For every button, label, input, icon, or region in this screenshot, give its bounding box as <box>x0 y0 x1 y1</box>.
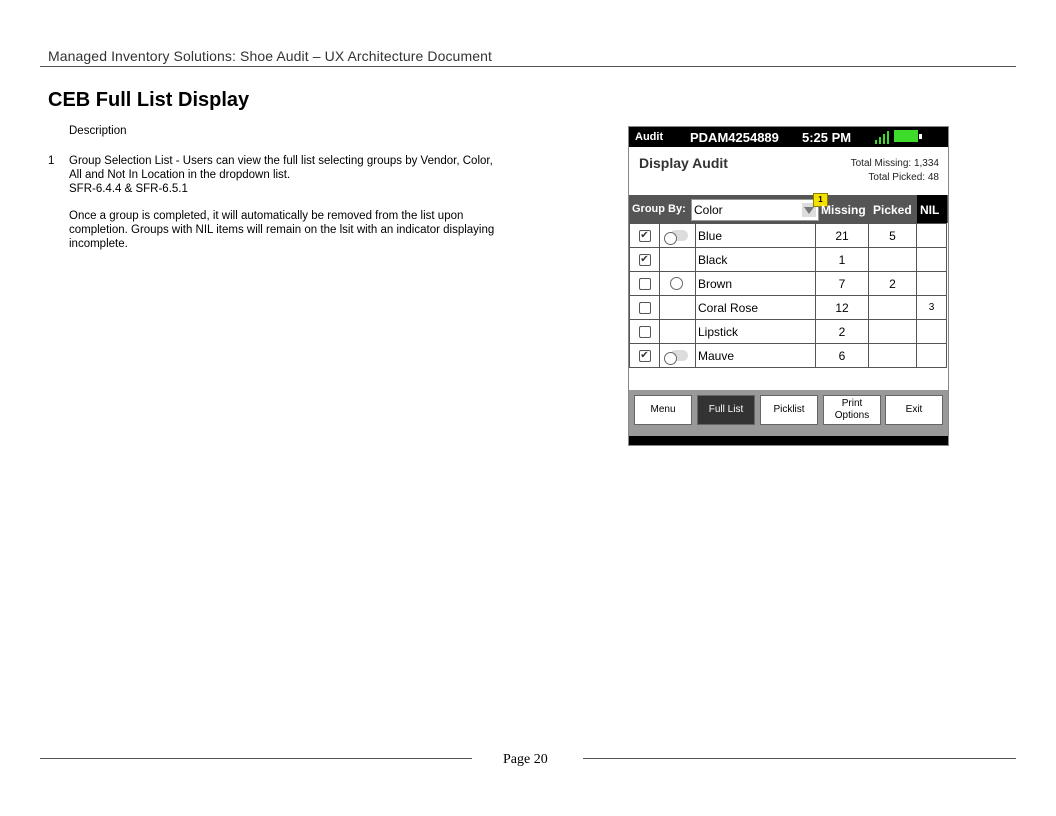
note-number: 1 <box>48 155 55 167</box>
table-row[interactable] <box>630 296 947 320</box>
row-nil-count: 3 <box>917 296 947 320</box>
row-checkbox[interactable]: ✔ <box>640 350 649 362</box>
row-missing-count: 6 <box>816 344 869 368</box>
row-nil-count <box>917 272 947 296</box>
header-rule <box>40 66 1016 67</box>
exit-button[interactable]: Exit <box>885 395 943 425</box>
group-by-bar <box>629 195 948 223</box>
row-indicator-cell <box>660 296 696 320</box>
note-paragraph <box>69 209 494 251</box>
row-group-name: Coral Rose <box>696 296 816 320</box>
row-checkbox-cell <box>630 296 660 320</box>
screen-title: Display Audit <box>639 155 728 171</box>
status-app-name: Audit <box>635 131 664 143</box>
bottom-button-bar <box>629 390 948 436</box>
row-checkbox-cell <box>630 320 660 344</box>
footer-rule-left <box>40 758 472 759</box>
description-heading: Description <box>69 125 127 137</box>
table-row[interactable] <box>630 224 947 248</box>
picklist-button[interactable]: Picklist <box>760 395 818 425</box>
table-row[interactable] <box>630 344 947 368</box>
device-bottom-strip <box>629 436 948 446</box>
table-row[interactable] <box>630 272 947 296</box>
row-picked-count: 2 <box>869 272 917 296</box>
row-missing-count: 12 <box>816 296 869 320</box>
column-header-picked: Picked <box>873 203 912 217</box>
table-row[interactable] <box>630 320 947 344</box>
row-checkbox[interactable] <box>639 326 651 338</box>
column-header-nil: NIL <box>920 203 940 217</box>
menu-button[interactable]: Menu <box>634 395 692 425</box>
row-missing-count: 7 <box>816 272 869 296</box>
row-nil-count <box>917 224 947 248</box>
row-nil-count <box>917 320 947 344</box>
row-group-name: Black <box>696 248 816 272</box>
row-checkbox[interactable] <box>639 278 651 290</box>
row-indicator-cell <box>660 320 696 344</box>
page-number: Page 20 <box>503 752 548 767</box>
row-indicator-cell <box>660 344 696 368</box>
battery-icon <box>894 130 918 142</box>
group-by-dropdown[interactable] <box>691 199 819 221</box>
row-indicator-cell <box>660 248 696 272</box>
row-group-name: Mauve <box>696 344 816 368</box>
document-header: Managed Inventory Solutions: Shoe Audit – UX Architecture Document <box>48 48 492 64</box>
device-mockup <box>628 126 949 446</box>
full-list-button[interactable]: Full List <box>697 395 755 425</box>
group-by-label: Group By: <box>632 203 686 215</box>
status-time: 5:25 PM <box>802 130 852 145</box>
toggle-knob-icon[interactable] <box>664 352 677 365</box>
row-group-name: Brown <box>696 272 816 296</box>
row-group-name: Lipstick <box>696 320 816 344</box>
note-line: SFR-6.4.4 & SFR-6.5.1 <box>69 183 188 195</box>
note-item <box>48 154 528 264</box>
group-by-value: Color <box>694 203 723 217</box>
section-title: CEB Full List Display <box>48 89 250 111</box>
annotation-badge: 1 <box>813 193 828 207</box>
description-block <box>48 124 528 264</box>
note-line: incomplete. <box>69 238 128 250</box>
print-options-button[interactable] <box>823 395 881 425</box>
footer-rule-right <box>583 758 1016 759</box>
row-picked-count <box>869 320 917 344</box>
print-options-line1: Print <box>841 398 863 409</box>
note-body <box>69 154 494 264</box>
note-paragraph <box>69 154 494 196</box>
incomplete-radio-icon[interactable] <box>670 277 683 290</box>
row-indicator-cell <box>660 224 696 248</box>
signal-bars-icon <box>874 131 890 144</box>
row-checkbox-cell <box>630 224 660 248</box>
note-line: All and Not In Location in the dropdown list. <box>69 169 291 181</box>
totals-summary <box>851 157 939 185</box>
row-picked-count <box>869 344 917 368</box>
print-options-line2: Options <box>834 410 870 421</box>
status-device-id: PDAM4254889 <box>690 130 779 145</box>
status-bar <box>629 127 948 147</box>
column-header-missing: Missing <box>821 203 866 217</box>
row-missing-count: 2 <box>816 320 869 344</box>
group-list-table <box>629 223 947 368</box>
total-missing: Total Missing: 1,334 <box>850 158 939 169</box>
row-picked-count <box>869 248 917 272</box>
row-missing-count: 21 <box>816 224 869 248</box>
row-indicator-cell <box>660 272 696 296</box>
row-nil-count <box>917 344 947 368</box>
row-checkbox-cell <box>630 248 660 272</box>
row-missing-count: 1 <box>816 248 869 272</box>
note-line: Once a group is completed, it will automatically be removed from the list upon <box>69 210 464 222</box>
row-checkbox-cell <box>630 344 660 368</box>
total-picked: Total Picked: 48 <box>868 172 939 183</box>
row-group-name: Blue <box>696 224 816 248</box>
row-checkbox[interactable]: ✔ <box>640 254 649 266</box>
row-picked-count <box>869 296 917 320</box>
toggle-knob-icon[interactable] <box>664 232 677 245</box>
row-picked-count: 5 <box>869 224 917 248</box>
note-line: completion. Groups with NIL items will remain on the lsit with an indicator displaying <box>69 224 495 236</box>
note-line: Group Selection List - Users can view the full list selecting groups by Vendor, Color, <box>69 155 493 167</box>
row-checkbox[interactable]: ✔ <box>640 230 649 242</box>
table-row[interactable] <box>630 248 947 272</box>
row-checkbox-cell <box>630 272 660 296</box>
row-checkbox[interactable] <box>639 302 651 314</box>
row-nil-count <box>917 248 947 272</box>
